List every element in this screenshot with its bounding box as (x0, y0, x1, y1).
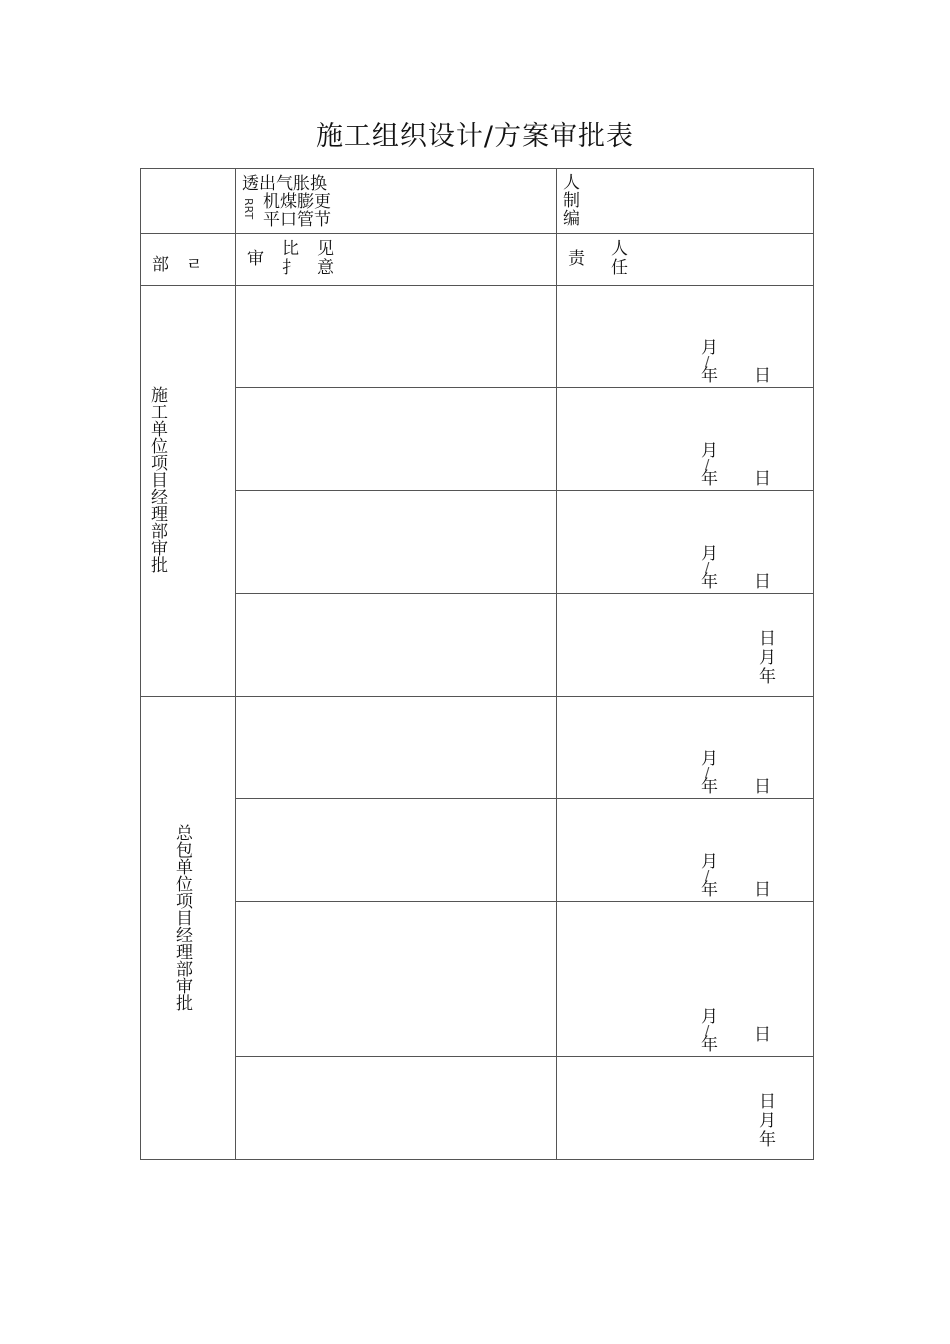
row-divider (235, 901, 814, 902)
row-divider (235, 593, 814, 594)
table-border-top (140, 168, 814, 169)
date-slash: / (705, 1024, 710, 1039)
responsible-text-b: 人 (611, 239, 628, 259)
date-slash: / (705, 458, 710, 473)
header-text-line1: 透出气胀换 (242, 174, 327, 194)
dept-label: 部 (152, 255, 169, 275)
date-slash: / (705, 869, 710, 884)
header-right-text-3: 编 (563, 209, 580, 229)
page-title: 施工组织设计/方案审批表 (315, 121, 635, 152)
approval-form-table (140, 168, 814, 1160)
header-text-line2: 机煤膨更 (263, 192, 331, 212)
date-day: 日 (754, 880, 771, 900)
date-slash: / (705, 561, 710, 576)
date-slash: / (705, 355, 710, 370)
table-border-bottom (140, 1159, 814, 1160)
row-divider-section (140, 696, 814, 697)
section-label-construction: 施工单位项目经理部审批 (147, 386, 167, 573)
row-divider (235, 490, 814, 491)
table-border-left (140, 168, 141, 1160)
header-right-text-2: 制 (563, 191, 580, 211)
review-text-e: 意 (317, 258, 334, 278)
row-divider (235, 798, 814, 799)
review-label: 审 (247, 249, 264, 269)
date-day: 日 (759, 1092, 776, 1112)
header-right-text-1: 人 (563, 173, 580, 193)
date-month: 月 (701, 338, 718, 358)
date-year: 年 (759, 1130, 776, 1150)
date-year: 年 (759, 667, 776, 687)
date-month: 月 (701, 1007, 718, 1027)
date-year: 年 (701, 880, 718, 900)
row-divider (235, 387, 814, 388)
date-day: 日 (754, 777, 771, 797)
header-text-line3: 平口管节 (263, 210, 331, 230)
review-text-d: 见 (317, 239, 334, 259)
row-divider-header (140, 233, 814, 234)
date-day: 日 (754, 469, 771, 489)
date-day: 日 (759, 629, 776, 649)
date-slash: / (705, 766, 710, 781)
date-day: 日 (754, 366, 771, 386)
row-divider (235, 1056, 814, 1057)
review-text-b: 比 (282, 239, 299, 259)
date-day: 日 (754, 1025, 771, 1045)
date-month: 月 (701, 544, 718, 564)
date-month: 月 (759, 1111, 776, 1131)
date-month: 月 (701, 852, 718, 872)
date-year: 年 (701, 777, 718, 797)
date-year: 年 (701, 469, 718, 489)
date-month: 月 (759, 648, 776, 668)
review-text-c: 扌 (282, 258, 299, 278)
section-label-general-contractor: 总包单位项目经理部审批 (172, 824, 192, 1011)
responsible-label: 责 (568, 249, 585, 269)
responsible-text-c: 任 (611, 258, 628, 278)
date-year: 年 (701, 572, 718, 592)
date-day: 日 (754, 572, 771, 592)
column-divider-1 (235, 168, 236, 1160)
dept-label-suffix: ㄹ (186, 255, 203, 275)
column-divider-2 (556, 168, 557, 1160)
table-border-right (813, 168, 814, 1160)
date-month: 月 (701, 749, 718, 769)
date-month: 月 (701, 441, 718, 461)
row-divider-subheader (140, 285, 814, 286)
date-year: 年 (701, 1035, 718, 1055)
header-text-prefix: RRT (242, 198, 255, 220)
date-year: 年 (701, 366, 718, 386)
